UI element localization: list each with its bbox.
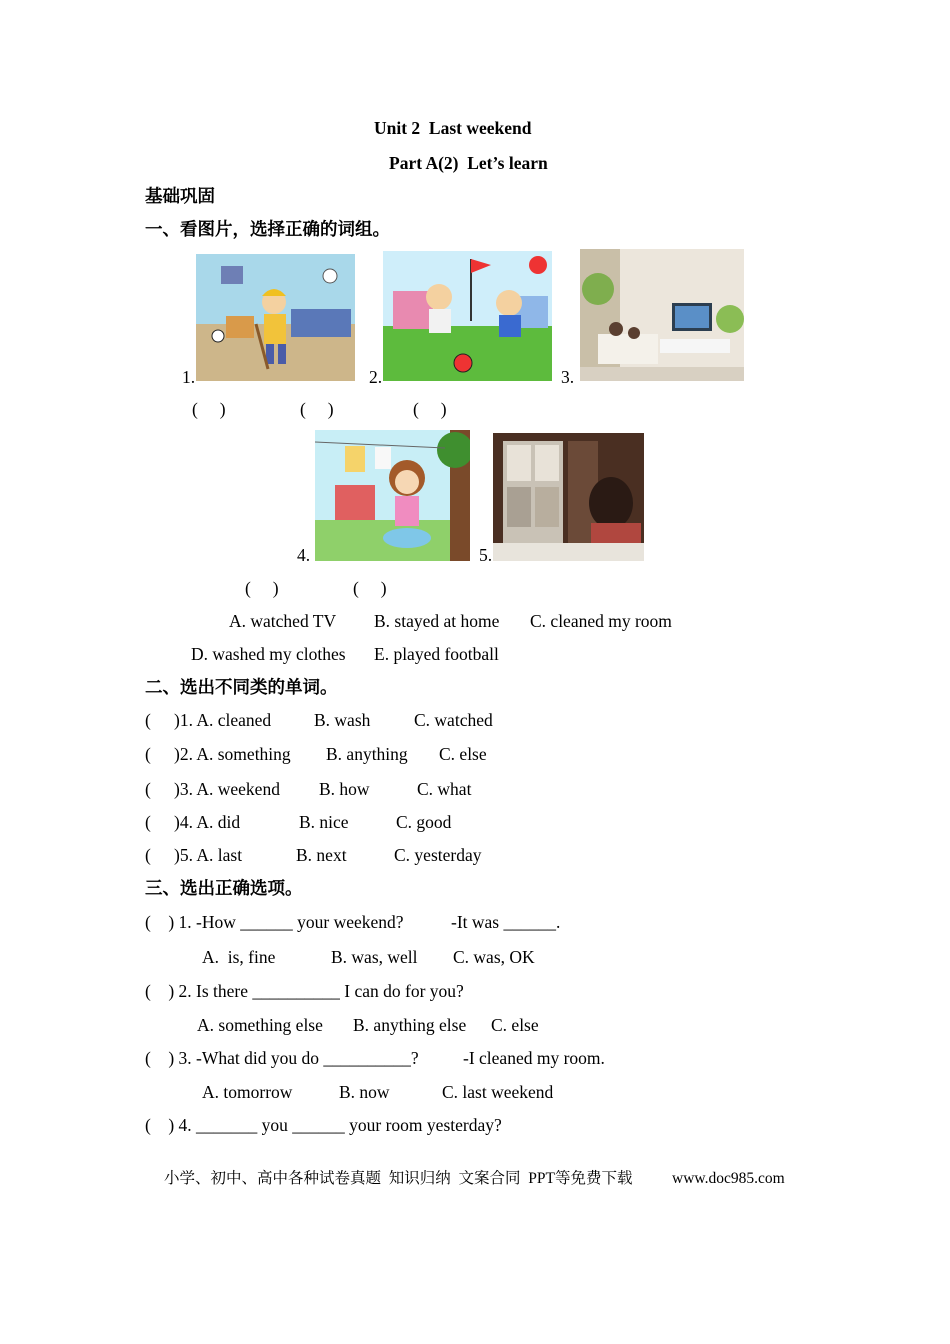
page-subtitle: Part A(2) Let’s learn xyxy=(389,153,548,173)
section3-heading: 三、选出正确选项。 xyxy=(145,878,303,898)
answer-blank-3[interactable]: ( ) xyxy=(413,399,447,419)
page-title: Unit 2 Last weekend xyxy=(374,118,532,138)
picture-label-5: 5. xyxy=(479,545,493,565)
s2-item-2-b: B. anything xyxy=(326,744,408,764)
s3-q2: ( ) 2. Is there __________ I can do for you? xyxy=(145,981,464,1001)
s2-item-5-c: C. yesterday xyxy=(394,845,482,865)
s2-item-3-b: B. how xyxy=(319,779,370,799)
answer-blank-4[interactable]: ( ) xyxy=(245,578,279,598)
option-c: C. cleaned my room xyxy=(530,611,672,631)
s2-item-1-b: B. wash xyxy=(314,710,371,730)
s3-q3-opt-a: A. tomorrow xyxy=(202,1082,293,1102)
s2-paren-1[interactable]: ( xyxy=(145,710,151,730)
s2-item-1-a: )1. A. cleaned xyxy=(174,710,272,730)
s2-item-4-c: C. good xyxy=(396,812,452,832)
answer-blank-5[interactable]: ( ) xyxy=(353,578,387,598)
picture-watching-tv xyxy=(580,249,744,381)
s2-item-4-b: B. nice xyxy=(299,812,349,832)
s2-item-3-c: C. what xyxy=(417,779,472,799)
s3-q2-opt-a: A. something else xyxy=(197,1015,323,1035)
s3-q4: ( ) 4. _______ you ______ your room yesterday? xyxy=(145,1115,502,1135)
s2-item-5-b: B. next xyxy=(296,845,347,865)
section-basic-heading: 基础巩固 xyxy=(145,186,215,206)
s3-q1-answer: -It was ______. xyxy=(451,912,561,932)
picture-playing-football xyxy=(383,251,552,381)
s3-q2-opt-b: B. anything else xyxy=(353,1015,467,1035)
s2-item-2-a: )2. A. something xyxy=(174,744,291,764)
s2-paren-3[interactable]: ( xyxy=(145,779,151,799)
s3-q3-opt-c: C. last weekend xyxy=(442,1082,554,1102)
s3-q1: ( ) 1. -How ______ your weekend? xyxy=(145,912,404,932)
s2-item-1-c: C. watched xyxy=(414,710,493,730)
s3-q2-opt-c: C. else xyxy=(491,1015,539,1035)
s2-item-3-a: )3. A. weekend xyxy=(174,779,280,799)
s2-item-2-c: C. else xyxy=(439,744,487,764)
section1-heading: 一、看图片，选择正确的词组。 xyxy=(145,219,390,239)
picture-label-4: 4. xyxy=(297,545,311,565)
picture-label-2: 2. xyxy=(369,367,383,387)
s2-paren-5[interactable]: ( xyxy=(145,845,151,865)
s3-q3: ( ) 3. -What did you do __________? xyxy=(145,1048,419,1068)
option-e: E. played football xyxy=(374,644,499,664)
picture-label-1: 1. xyxy=(182,367,196,387)
picture-label-3: 3. xyxy=(561,367,575,387)
s3-q1-opt-b: B. was, well xyxy=(331,947,418,967)
s3-q1-opt-c: C. was, OK xyxy=(453,947,535,967)
s2-item-5-a: )5. A. last xyxy=(174,845,243,865)
section2-heading: 二、选出不同类的单词。 xyxy=(145,677,338,697)
footer-link[interactable]: www.doc985.com xyxy=(672,1170,785,1187)
s2-paren-2[interactable]: ( xyxy=(145,744,151,764)
s2-paren-4[interactable]: ( xyxy=(145,812,151,832)
option-b: B. stayed at home xyxy=(374,611,500,631)
picture-washing-clothes xyxy=(315,430,470,561)
s3-q3-answer: -I cleaned my room. xyxy=(463,1048,605,1068)
s3-q3-opt-b: B. now xyxy=(339,1082,390,1102)
option-d: D. washed my clothes xyxy=(191,644,346,664)
answer-blank-1[interactable]: ( ) xyxy=(192,399,226,419)
answer-blank-2[interactable]: ( ) xyxy=(300,399,334,419)
option-a: A. watched TV xyxy=(229,611,337,631)
picture-staying-at-home xyxy=(493,433,644,561)
s2-item-4-a: )4. A. did xyxy=(174,812,241,832)
s3-q1-opt-a: A. is, fine xyxy=(202,947,276,967)
picture-cleaning-room xyxy=(196,254,355,381)
footer-text: 小学、初中、高中各种试卷真题 知识归纳 文案合同 PPT等免费下载 xyxy=(164,1170,633,1187)
